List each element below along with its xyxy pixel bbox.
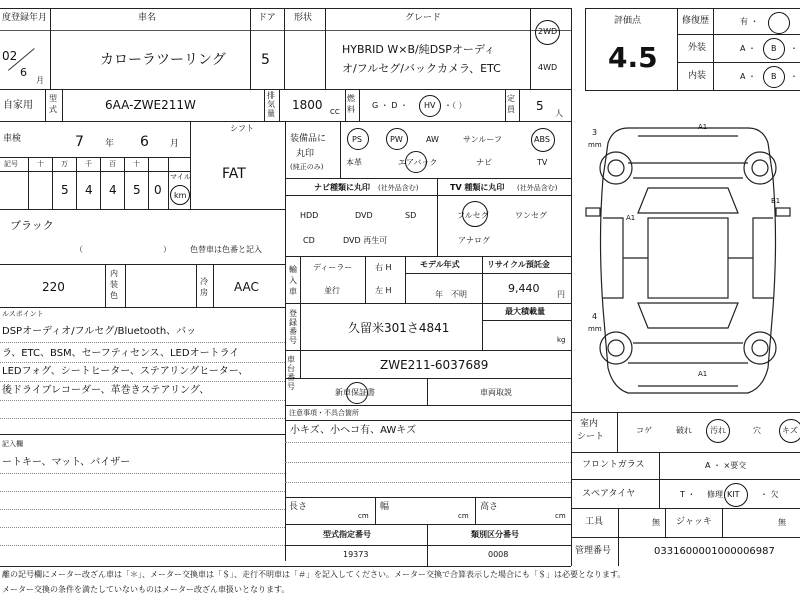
odo-digit-0: 5 <box>61 183 69 197</box>
car-name-label: 車名 <box>138 13 157 23</box>
zone-3-mm: mm <box>588 141 602 149</box>
footer-line-1: 離の記号欄にメーター改ざん車は「＊」、メーター交換車は「＄」、走行不明車は「＃」を記入してください。メーター交換で合算表示した場合にも「＄」は必要となります。 <box>2 570 626 579</box>
first-reg-year: 02 <box>2 49 18 63</box>
interior-opt-dirty: 汚れ <box>710 426 726 435</box>
interior-opt-hole: 穴 <box>753 426 761 435</box>
car-damage-diagram <box>578 118 800 408</box>
type-cert-label: 型式指定番号 <box>323 530 371 539</box>
interior-b: B <box>771 72 777 81</box>
equipment-leather: 本革 <box>346 158 362 167</box>
import-right: 右 H <box>375 263 392 272</box>
interior-opt-tear: 破れ <box>676 426 692 435</box>
odo-digit-4: 0 <box>154 183 162 197</box>
navi-sd: SD <box>405 211 417 220</box>
navi-cd: CD <box>303 236 315 245</box>
body-label: 形状 <box>294 13 313 23</box>
spare-none: ・ 欠 <box>760 490 779 499</box>
dimension-length-unit: cm <box>358 512 369 520</box>
digit-label-1: 万 <box>61 160 68 168</box>
dimension-height: 高さ <box>480 502 499 512</box>
interior-sheet-label-1: 室内 <box>580 419 599 429</box>
color-value: ブラック <box>10 219 54 232</box>
footer-line-2: メーター交換の条件を満たしていないものはメーター改ざん車扱いとなります。 <box>2 585 290 594</box>
car-name: カローラツーリング <box>100 52 226 68</box>
digit-label-5: マイル <box>170 173 191 181</box>
sales-point-line-4: 後ドライブレコーダー、革巻きステアリング、 <box>2 385 210 396</box>
km-unit: km <box>174 191 187 200</box>
displacement-label: 排気量 <box>267 91 275 118</box>
chassis-value: ZWE211-6037689 <box>380 358 489 372</box>
shift-value: FAT <box>222 166 246 182</box>
first-reg-month: 6 <box>20 66 27 79</box>
import-parallel: 並行 <box>324 286 340 295</box>
guarantee-new-car: 新車保証書 <box>335 388 375 397</box>
entry-text: ートキー、マット、バイザー <box>2 457 131 468</box>
interior-a: A ・ <box>740 72 757 81</box>
equipment-label-1: 装備品に <box>290 134 327 144</box>
damage-mark-left: A1 <box>626 214 636 222</box>
zone-4-label: 4 <box>592 312 598 321</box>
notes-label: 注意事項・不具合箇所 <box>289 409 359 417</box>
windshield-label: フロントガラス <box>582 460 645 470</box>
doors-label: ドア <box>258 13 276 23</box>
recycle-value: 9,440 <box>508 282 540 295</box>
repair-label: 修復歴 <box>682 16 710 26</box>
damage-mark-rear: A1 <box>698 370 708 378</box>
equipment-navi: ナビ <box>476 158 492 167</box>
use-label: 自家用 <box>3 100 33 111</box>
tv-title: TV 種類に丸印 <box>450 183 505 192</box>
equipment-airbag: エアバック <box>398 158 438 167</box>
dimension-width-unit: cm <box>458 512 469 520</box>
odo-digit-3: 5 <box>133 183 141 197</box>
drive-4wd: 4WD <box>538 63 558 72</box>
navi-hdd: HDD <box>300 211 319 220</box>
score-label: 評価点 <box>614 16 642 26</box>
import-left: 左 H <box>375 286 392 295</box>
equipment-pw: PW <box>390 135 403 144</box>
equipment-ps: PS <box>352 135 362 144</box>
drive-2wd: 2WD <box>538 27 558 36</box>
load-value: 220 <box>42 280 65 294</box>
dimension-height-unit: cm <box>555 512 566 520</box>
registration-label: 登録番号 <box>289 309 297 345</box>
navi-title-note: (社外品含む) <box>378 184 419 192</box>
damage-mark-front: A1 <box>698 123 708 131</box>
dimension-length: 長さ <box>289 502 308 512</box>
interior-sep: ・ <box>790 72 798 81</box>
sales-point-line-2: ラ、ETC、BSM、セーフティセンス、LEDオートライ <box>2 348 240 359</box>
digit-label-2: 千 <box>85 160 92 168</box>
recycle-unit: 円 <box>557 290 565 299</box>
model-year-unit: 年 不明 <box>435 290 467 299</box>
class-value: 0008 <box>488 550 509 559</box>
grade-line1: HYBRID W×B/純DSPオーディ <box>342 43 495 56</box>
displacement-value: 1800 <box>292 98 323 112</box>
cc-unit: CC <box>330 108 340 116</box>
zone-3-label: 3 <box>592 128 598 137</box>
tools-label: 工具 <box>585 517 604 527</box>
exterior-sep: ・ <box>790 44 798 53</box>
spare-t: T ・ <box>680 490 696 499</box>
equipment-label-2: 丸印 <box>296 149 315 159</box>
doors-value: 5 <box>261 52 270 68</box>
odo-digit-2: 4 <box>109 183 117 197</box>
first-reg-label: 度登録年月 <box>2 13 48 23</box>
spare-repair: 修理 <box>707 490 723 499</box>
class-label: 類別区分番号 <box>471 530 519 539</box>
inspection-month-unit: 月 <box>170 139 180 149</box>
tools-value: 無 <box>652 518 660 527</box>
type-cert-value: 19373 <box>343 550 369 559</box>
import-label: 輸入車 <box>289 265 297 296</box>
tv-oneseg: ワンセグ <box>515 211 547 220</box>
ac-value: AAC <box>234 280 259 294</box>
ac-label: 冷房 <box>200 277 208 297</box>
entry-label: 記入欄 <box>2 440 23 448</box>
color-note: 色替車は色番と記入 <box>190 245 262 254</box>
odo-digit-1: 4 <box>85 183 93 197</box>
digit-label-4: 十 <box>133 160 140 168</box>
spare-kit: KIT <box>727 490 740 499</box>
grade-line2: オ/フルセグ/バックカメラ、ETC <box>342 62 501 75</box>
shift-label: シフト <box>230 124 254 133</box>
tv-fullseg: フルセグ <box>457 211 489 220</box>
notes-text: 小キズ、小ヘコ有、AWキズ <box>290 425 417 436</box>
exterior-a: A ・ <box>740 44 757 53</box>
navi-title: ナビ種類に丸印 <box>314 183 370 192</box>
management-value: 0331600001000006987 <box>654 546 775 557</box>
windshield-value: A ・ ×要交 <box>705 461 747 470</box>
interior-sheet-label-2: シート <box>577 432 605 442</box>
odo-label: 記号 <box>4 160 18 168</box>
model-year-label: モデル年式 <box>420 260 460 269</box>
fuel-selected: HV <box>424 101 436 110</box>
guarantee-manual: 車両取説 <box>480 388 512 397</box>
recycle-label: リサイクル預託金 <box>487 260 550 269</box>
max-load-unit: kg <box>557 336 566 344</box>
fuel-label: 燃料 <box>347 94 355 114</box>
equipment-label-3: (純正のみ) <box>290 163 324 171</box>
exterior-b: B <box>771 44 777 53</box>
import-dealer: ディーラー <box>313 263 353 272</box>
digit-label-3: 百 <box>109 160 116 168</box>
digit-label-0: 十 <box>37 160 44 168</box>
jack-label: ジャッキ <box>676 517 712 527</box>
model-value: 6AA-ZWE211W <box>105 98 196 112</box>
inspection-year-unit: 年 <box>105 139 115 149</box>
max-load-label: 最大積載量 <box>505 307 545 316</box>
repair-value: 有 ・ <box>740 17 759 26</box>
tv-analog: アナログ <box>458 236 490 245</box>
equipment-aw: AW <box>426 135 439 144</box>
capacity-label: 定員 <box>507 94 515 114</box>
tv-title-note: (社外品含む) <box>517 184 558 192</box>
sales-point-line-1: DSPオーディオ/フルセグ/Bluetooth、バッ <box>2 326 197 337</box>
inspection-label: 車検 <box>3 134 22 144</box>
inspection-year: 7 <box>75 134 84 150</box>
sales-points-label: ルスポイント <box>2 310 44 318</box>
model-label: 型式 <box>49 94 57 114</box>
management-label: 管理番号 <box>575 546 612 556</box>
interior-opt-scratch: キズ <box>782 426 798 435</box>
fuel-other: ・（ ） <box>444 101 467 110</box>
spare-label: スペアタイヤ <box>582 489 636 499</box>
damage-mark-right: B1 <box>771 197 781 205</box>
equipment-abs: ABS <box>534 135 550 144</box>
first-reg-month-unit: 月 <box>36 76 44 85</box>
chassis-label: 車台番号 <box>287 355 295 391</box>
color-paren: （ ） <box>75 245 171 254</box>
navi-dvd-play: DVD 再生可 <box>343 236 388 245</box>
score-value: 4.5 <box>608 41 658 74</box>
jack-value: 無 <box>778 518 786 527</box>
equipment-tv: TV <box>537 158 548 167</box>
navi-dvd: DVD <box>355 211 373 220</box>
registration-value: 久留米301さ4841 <box>348 321 450 335</box>
interior-color-label: 内装色 <box>110 269 118 300</box>
repair-none-circle <box>768 12 790 34</box>
interior-opt-burn: コゲ <box>636 426 652 435</box>
exterior-label: 外装 <box>688 43 707 53</box>
capacity-unit: 人 <box>555 109 563 118</box>
fuel-options: G ・ D ・ <box>372 101 408 110</box>
inspection-month: 6 <box>140 134 149 150</box>
dimension-width: 幅 <box>380 502 390 512</box>
capacity-value: 5 <box>536 99 544 113</box>
sales-point-line-3: LEDフォグ、シートヒーター、ステアリングヒーター、 <box>2 366 249 377</box>
interior-label: 内装 <box>688 71 707 81</box>
zone-4-mm: mm <box>588 325 602 333</box>
equipment-sunroof: サンルーフ <box>463 135 502 144</box>
grade-label: グレード <box>405 13 442 23</box>
